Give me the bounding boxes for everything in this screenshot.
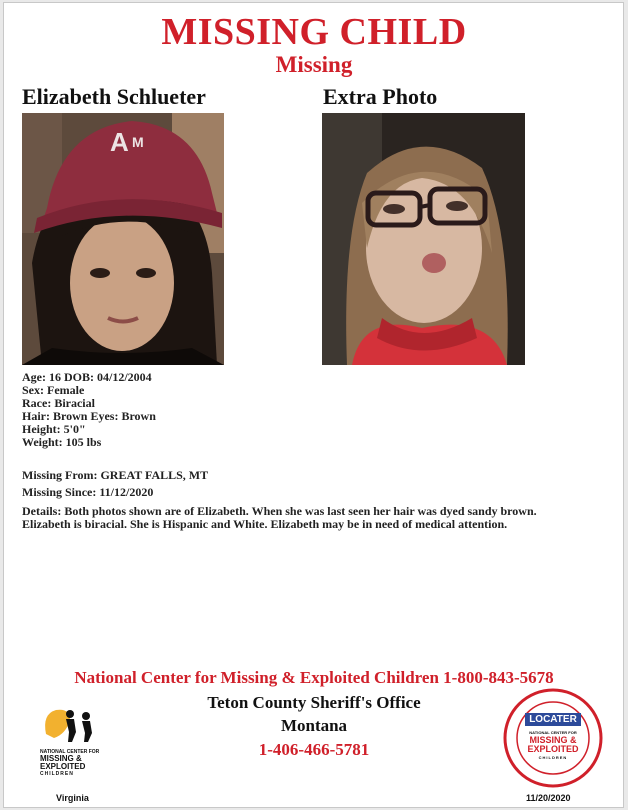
footer-location: Virginia bbox=[56, 793, 89, 803]
ncmec-logo-line-2: MISSING & bbox=[40, 754, 82, 763]
extra-photo bbox=[322, 113, 525, 365]
height: Height: 5'0" bbox=[22, 422, 86, 436]
flyer-title: MISSING CHILD bbox=[161, 11, 467, 53]
ncmec-logo-line-1: NATIONAL CENTER FOR bbox=[40, 749, 100, 755]
svg-text:M: M bbox=[132, 134, 144, 150]
agency-state: Montana bbox=[280, 716, 348, 735]
flyer-subtitle: Missing bbox=[275, 52, 353, 77]
sex: Sex: Female bbox=[22, 383, 85, 397]
extra-photo-label: Extra Photo bbox=[323, 84, 438, 109]
missing-since: Missing Since: 11/12/2020 bbox=[22, 485, 154, 499]
hair-eyes: Hair: Brown Eyes: Brown bbox=[22, 409, 156, 423]
details-line-1: Details: Both photos shown are of Elizabeth. When she was last seen her hair was dyed sandy brown. bbox=[22, 504, 537, 518]
agency-phone: 1-406-466-5781 bbox=[258, 740, 370, 759]
locater-logo bbox=[503, 688, 603, 788]
race: Race: Biracial bbox=[22, 396, 95, 410]
child-name: Elizabeth Schlueter bbox=[22, 84, 206, 109]
details-line-2: Elizabeth is biracial. She is Hispanic and White. Elizabeth may be in need of medical attention. bbox=[22, 517, 508, 531]
locater-title: LOCATER bbox=[529, 714, 577, 725]
missing-from: Missing From: GREAT FALLS, MT bbox=[22, 468, 209, 482]
locater-line-3: EXPLOITED bbox=[527, 744, 579, 754]
footer-date: 11/20/2020 bbox=[526, 793, 571, 803]
svg-text:A: A bbox=[110, 127, 129, 157]
ncmec-figures-icon bbox=[40, 704, 105, 744]
child-photo bbox=[22, 113, 224, 365]
ncmec-logo bbox=[40, 704, 105, 777]
locater-line-2: MISSING & bbox=[529, 735, 577, 745]
ncmec-hotline: National Center for Missing & Exploited Children 1-800-843-5678 bbox=[74, 668, 554, 687]
ncmec-logo-line-4: CHILDREN bbox=[40, 771, 74, 777]
locater-line-4: CHILDREN bbox=[538, 755, 568, 760]
locater-line-1: NATIONAL CENTER FOR bbox=[529, 730, 577, 735]
weight: Weight: 105 lbs bbox=[22, 435, 102, 449]
agency-name: Teton County Sheriff's Office bbox=[207, 693, 421, 712]
ncmec-logo-line-3: EXPLOITED bbox=[40, 762, 86, 771]
age-dob: Age: 16 DOB: 04/12/2004 bbox=[22, 370, 152, 384]
